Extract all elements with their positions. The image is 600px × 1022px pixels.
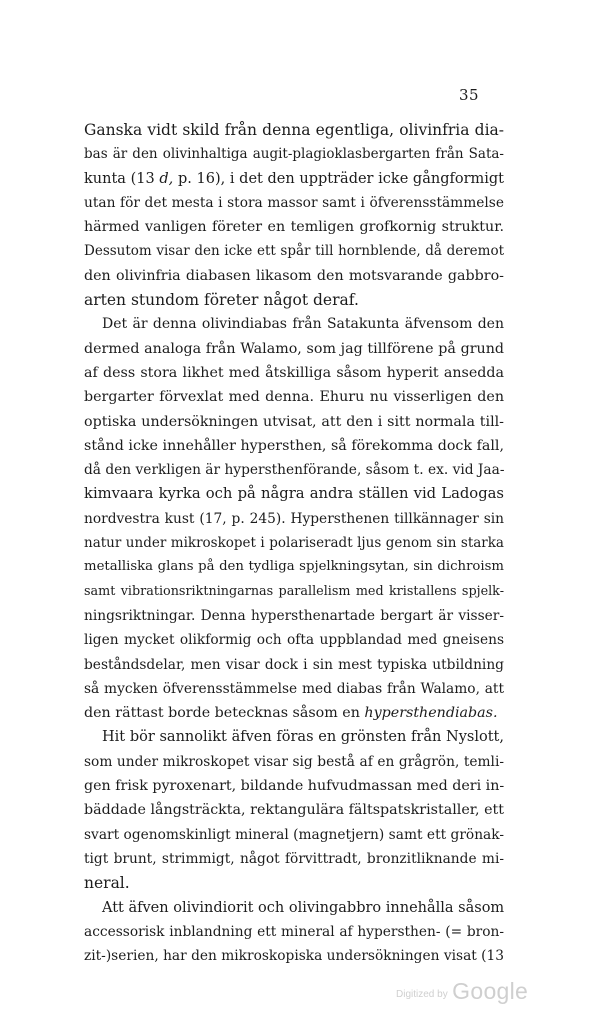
text-line: neral. [84, 874, 130, 893]
text-line: svart ogenomskinligt mineral (magnetjern) samt ett grönak- [84, 826, 504, 843]
text-line: härmed vanligen företer en temligen grofkornig struktur. [84, 219, 504, 236]
text-line: kunta (13 d, p. 16), i det den uppträder icke gångformigt [84, 170, 505, 187]
text-line: bergarter förvexlat med denna. Ehuru nu visserligen den [84, 389, 504, 406]
text-line: Att äfven olivindiorit och olivingabbro innehålla såsom [102, 899, 505, 916]
digitized-by-watermark [396, 978, 528, 1005]
text-line: stånd icke innehåller hypersthen, så förekomma dock fall, [84, 437, 504, 454]
text-line: samt vibrationsriktningarnas parallelism med kristallens spjelk- [84, 583, 504, 599]
text-line: Dessutom visar den icke ett spår till hornblende, då deremot [84, 243, 504, 260]
text-line: af dess stora likhet med åtskilliga såsom hyperit ansedda [84, 364, 504, 381]
text-line: natur under mikroskopet i polariseradt ljus genom sin starka [84, 535, 504, 552]
text-line: accessorisk inblandning ett mineral af hypersthen- (= bron- [84, 923, 504, 940]
text-line: tigt brunt, strimmigt, något förvittradt, bronzitliknande mi- [84, 850, 504, 867]
text-line: dermed analoga från Walamo, som jag tillförene på grund [84, 340, 504, 357]
text-line: metalliska glans på den tydliga spjelkningsytan, sin dichroism [84, 559, 504, 575]
text-line: utan för det mesta i stora massor samt i öfverensstämmelse [84, 194, 504, 211]
italic-term: hypersthendiabas. [364, 705, 498, 722]
text-line: ligen mycket olikformig och ofta uppblandad med gneisens [84, 632, 504, 649]
text-line: den rättast borde betecknas såsom en hypersthendiabas. [84, 705, 498, 722]
page-number: 35 [459, 86, 480, 104]
watermark-brand: Google [452, 978, 529, 1004]
text-line: Hit bör sannolikt äfven föras en grönsten från Nyslott, [102, 729, 504, 746]
text-line: så mycken öfverensstämmelse med diabas från Walamo, att [84, 680, 504, 697]
text-line: Ganska vidt skild från denna egentliga, olivinfria dia- [84, 121, 504, 139]
text-line: kimvaara kyrka och på några andra ställen vid Ladogas [84, 485, 504, 503]
text-line: den olivinfria diabasen likasom den motsvarande gabbro- [84, 267, 504, 284]
text-line: beståndsdelar, men visar dock i sin mest typiska utbildning [84, 656, 504, 673]
text-line: gen frisk pyroxenart, bildande hufvudmassan med deri in- [84, 778, 505, 795]
text-line: Det är denna olivindiabas från Satakunta äfvensom den [102, 316, 504, 333]
text-line: då den verkligen är hypersthenförande, såsom t. ex. vid Jaa- [84, 462, 505, 479]
text-line: ningsriktningar. Denna hypersthenartade bergart är visser- [84, 607, 504, 624]
text-line: zit-)serien, har den mikroskopiska undersökningen visat (13 [84, 948, 505, 965]
text-line: arten stundom företer något deraf. [84, 291, 359, 310]
text-line: optiska undersökningen utvisat, att den i sitt normala till- [84, 413, 504, 430]
text-line: som under mikroskopet visar sig bestå af en grågrön, temli- [84, 753, 504, 770]
text-line: bas är den olivinhaltiga augit-plagioklasbergarten från Sata- [84, 146, 504, 163]
watermark-prefix: Digitized by [396, 989, 448, 1000]
text-line: nordvestra kust (17, p. 245). Hypersthenen tillkännager sin [84, 510, 504, 527]
body-text [84, 118, 504, 968]
text-line: bäddade långsträckta, rektangulära fältspatskristaller, ett [84, 802, 504, 819]
